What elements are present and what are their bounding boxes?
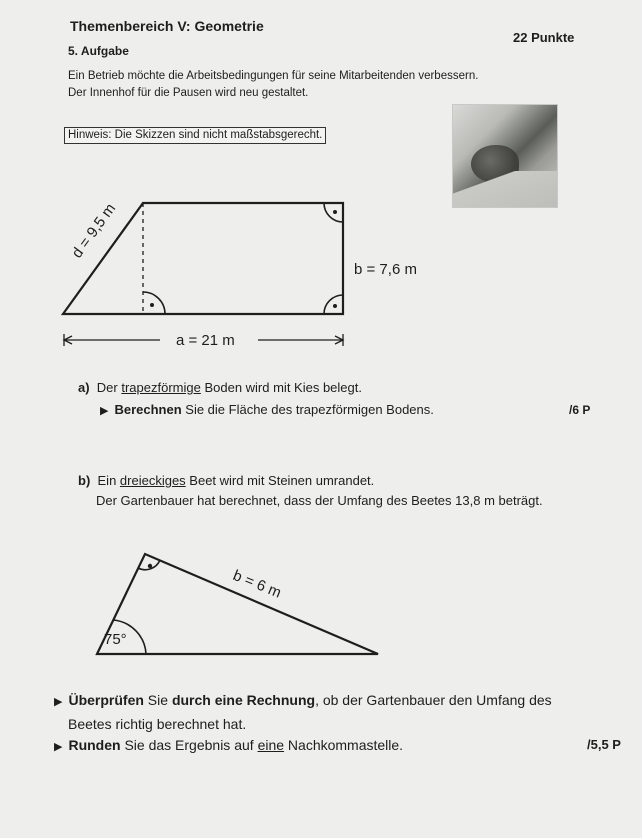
- part-b-line-2: Der Gartenbauer hat berechnet, dass der Umfang des Beetes 13,8 m beträgt.: [96, 493, 543, 508]
- part-a-instruction-bold: Berechnen: [114, 402, 182, 417]
- topic-title: Themenbereich V: Geometrie: [70, 18, 264, 34]
- part-a-text-before: Der: [96, 380, 122, 395]
- part-a-statement: [78, 380, 362, 395]
- task2-rest: Nachkommastelle.: [284, 737, 404, 753]
- angle-label-75: 75°: [104, 631, 127, 648]
- task2-underlined: eine: [257, 737, 285, 753]
- task1-line-2: Beetes richtig berechnet hat.: [68, 716, 247, 732]
- part-a-points: /6 P: [569, 403, 591, 417]
- part-b-task-2: [54, 737, 403, 753]
- intro-line-1: Ein Betrieb möchte die Arbeitsbedingungen für seine Mitarbeitenden verbessern.: [68, 70, 479, 82]
- part-a-letter: a): [78, 380, 90, 395]
- part-a-instruction-rest: Sie die Fläche des trapezförmigen Bodens.: [181, 402, 434, 417]
- task1-bold-2: durch eine Rechnung: [171, 692, 316, 708]
- hint-box: Hinweis: Die Skizzen sind nicht maßstabsgerecht.: [64, 127, 326, 144]
- part-b-points: /5,5 P: [587, 737, 621, 752]
- task1-bold-1: Überprüfen: [68, 692, 144, 708]
- angle-mark-bottom-foot: [143, 292, 165, 314]
- angle-dot-top-right: [333, 210, 337, 214]
- part-a-underlined: trapezförmige: [121, 380, 201, 395]
- total-points: 22 Punkte: [513, 30, 575, 45]
- part-a-instruction: [100, 402, 434, 417]
- part-b-statement: [78, 473, 374, 488]
- triangle-bullet-icon: ▶: [100, 405, 109, 417]
- task-label: 5. Aufgabe: [68, 44, 129, 58]
- task2-bold: Runden: [68, 737, 121, 753]
- angle-mark-bottom-right: [324, 295, 343, 314]
- part-b-text-before: Ein: [97, 473, 120, 488]
- label-b: b = 7,6 m: [354, 261, 417, 278]
- task1-mid: Sie: [143, 692, 172, 708]
- task2-mid: Sie das Ergebnis auf: [120, 737, 258, 753]
- triangle-bullet-icon: ▶: [54, 741, 63, 753]
- task1-rest: , ob der Gartenbauer den Umfang des: [315, 692, 552, 708]
- angle-dot-bottom-foot: [150, 303, 154, 307]
- angle-dot-bottom-right: [333, 304, 337, 308]
- label-triangle-b: b = 6 m: [230, 566, 284, 602]
- triangle-bullet-icon: ▶: [54, 696, 63, 708]
- part-b-task-1: [54, 689, 614, 735]
- label-d: d = 9,5 m: [68, 200, 120, 262]
- part-b-letter: b): [78, 473, 91, 488]
- label-a: a = 21 m: [176, 332, 235, 349]
- intro-line-2: Der Innenhof für die Pausen wird neu gestaltet.: [68, 87, 309, 99]
- part-b-underlined: dreieckiges: [119, 473, 186, 488]
- part-a-text-after: Boden wird mit Kies belegt.: [200, 380, 362, 395]
- part-b-text-after: Beet wird mit Steinen umrandet.: [185, 473, 375, 488]
- angle-dot-triangle-top: [148, 564, 152, 568]
